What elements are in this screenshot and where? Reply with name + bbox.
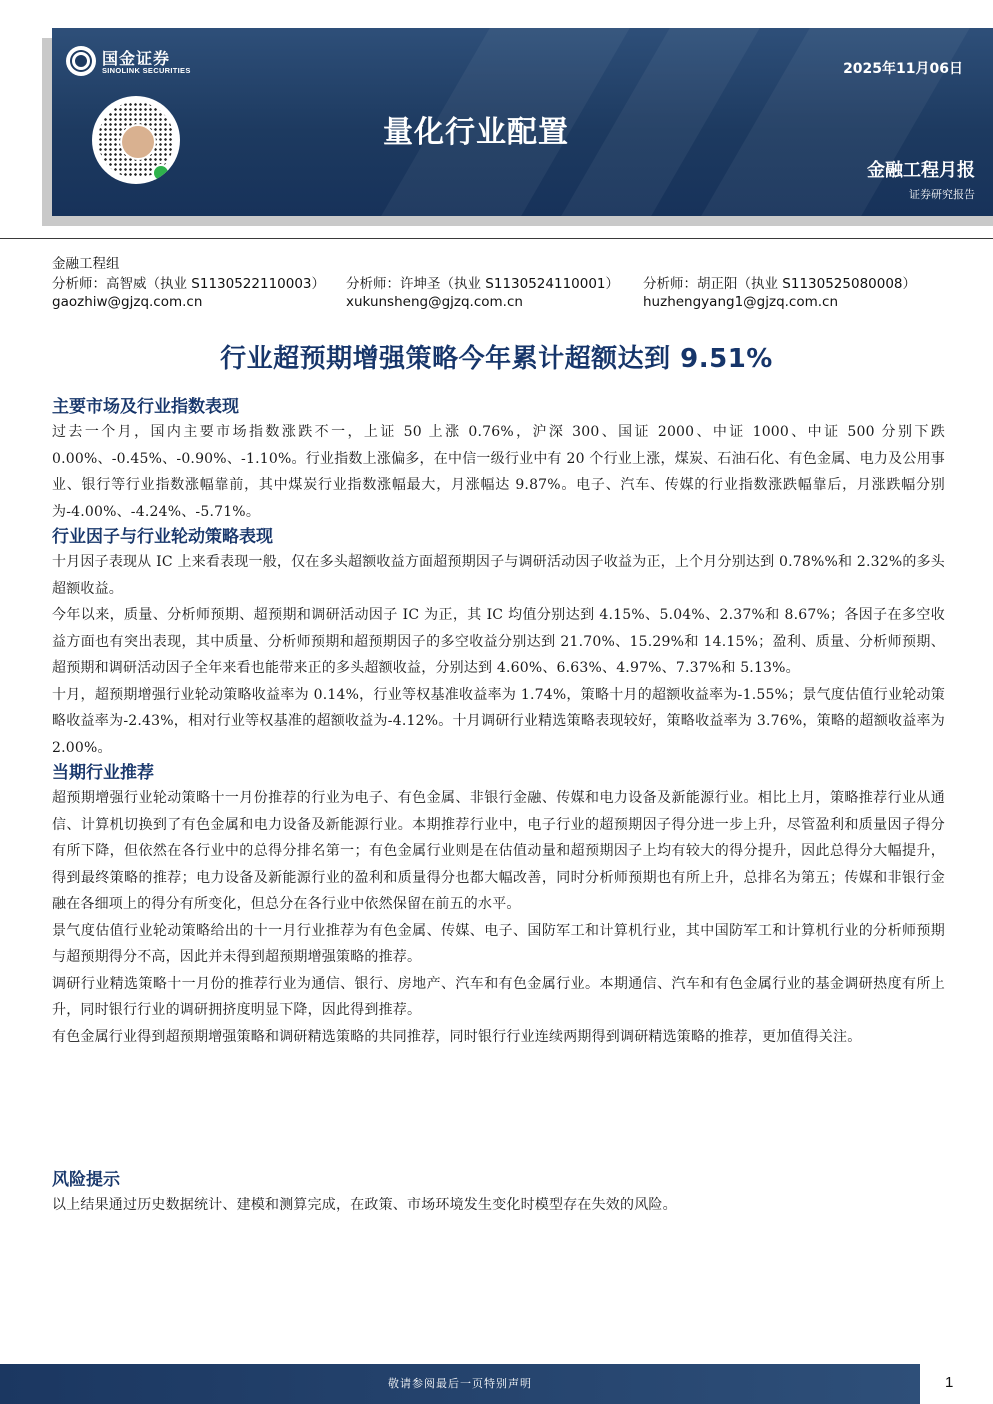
- report-category: 证券研究报告: [909, 188, 975, 201]
- paragraph: 今年以来，质量、分析师预期、超预期和调研活动因子 IC 为正，其 IC 均值分别达到 4.15%、5.04%、2.37%和 8.67%；各因子在多空收益方面也有突出表现，其中质量、分析师预期和超预期因子的多空收益分别达到 21.70%、15.29%和 14.15%；盈利、质量、分析师预期、超预期和调研活动因子全年来看也能带来正的多头超额收益，分别达到 4.60%、6.63%、4.97%、7.37%和 5.13%。: [52, 607, 945, 676]
- report-title: 量化行业配置: [383, 115, 569, 150]
- report-type: 金融工程月报: [867, 160, 975, 181]
- paragraph: 十月，超预期增强行业轮动策略收益率为 0.14%，行业等权基准收益率为 1.74%，策略十月的超额收益率为-1.55%；景气度估值行业轮动策略收益率为-2.43%，相对行业等权基准的超额收益为-4.12%。十月调研行业精选策略表现较好，策略收益率为 3.76%，策略的超额收益率为 2.00%。: [52, 686, 945, 756]
- mini-program-qr-code: [92, 96, 180, 184]
- paragraph: 有色金属行业得到超预期增强策略和调研精选策略的共同推荐，同时银行行业连续两期得到调研精选策略的推荐，更加值得关注。: [52, 1028, 862, 1045]
- qr-center-logo: [120, 124, 156, 160]
- risk-section: [52, 1168, 945, 1219]
- paragraph: 景气度估值行业轮动策略给出的十一月行业推荐为有色金属、传媒、电子、国防军工和计算机行业，其中国防军工和计算机行业的分析师预期与超预期得分不高，因此并未得到超预期增强策略的推荐。: [52, 922, 945, 965]
- company-logo: [66, 46, 206, 78]
- analyst-1: 分析师：高智威（执业 S1130522110003）: [52, 276, 326, 292]
- paragraph: 超预期增强行业轮动策略十一月份推荐的行业为电子、有色金属、非银行金融、传媒和电力设备及新能源行业。相比上月，策略推荐行业从通信、计算机切换到了有色金属和电力设备及新能源行业。本期推荐行业中，电子行业的超预期因子得分进一步上升，尽管盈利和质量因子得分有所下降，但依然在各行业中的总得分排名第一；有色金属行业则是在估值动量和超预期因子上均有较大的得分提升，因此总得分大幅提升，得到最终策略的推荐；电力设备及新能源行业的盈利和质量得分也都大幅改善，同时分析师预期也有所上升，总排名为第五；传媒和非银行金融在各细项上的得分有所变化，但总分在各行业中依然保留在前五的水平。: [52, 790, 945, 912]
- analyst-1-email[interactable]: gaozhiw@gjzq.com.cn: [52, 294, 203, 310]
- research-group: 金融工程组: [52, 256, 120, 272]
- paragraph: 过去一个月，国内主要市场指数涨跌不一，上证 50 上涨 0.76%，沪深 300、国证 2000、中证 1000、中证 500 分别下跌 0.00%、-0.45%、-0.90%、-1.10%。行业指数上涨偏多，在中信一级行业中有 20 个行业上涨，煤炭、石油石化、有色金属、电力及公用事业、银行等行业指数涨幅靠前，其中煤炭行业指数涨幅最大，月涨幅达 9.87%。电子、汽车、传媒的行业指数涨跌幅靠后，月涨跌幅分别为-4.00%、-4.24%、-5.71%。: [52, 424, 945, 520]
- logo-text-en: SINOLINK SECURITIES: [102, 66, 191, 75]
- footer-disclaimer: 敬请参阅最后一页特别声明: [388, 1377, 532, 1390]
- report-body: [52, 395, 945, 1050]
- risk-text: 以上结果通过历史数据统计、建模和测算完成，在政策、市场环境发生变化时模型存在失效的风险。: [52, 1197, 677, 1213]
- logo-text-cn: 国金证券: [102, 49, 171, 68]
- report-headline: 行业超预期增强策略今年累计超额达到 9.51%: [220, 344, 773, 374]
- paragraph: 十月因子表现从 IC 上来看表现一般，仅在多头超额收益方面超预期因子与调研活动因子收益为正，上个月分别达到 0.78%%和 2.32%的多头超额收益。: [52, 554, 945, 597]
- wechat-mini-program-icon: [152, 164, 170, 182]
- report-date: 2025年11月06日: [843, 61, 963, 77]
- analyst-3-email[interactable]: huzhengyang1@gjzq.com.cn: [643, 294, 839, 310]
- section-title-factors: 行业因子与行业轮动策略表现: [52, 527, 273, 547]
- analyst-2-email[interactable]: xukunsheng@gjzq.com.cn: [346, 294, 523, 310]
- section-title-recommendation: 当期行业推荐: [52, 763, 154, 783]
- analyst-2: 分析师：许坤圣（执业 S1130524110001）: [346, 276, 620, 292]
- section-title-risk: 风险提示: [52, 1170, 120, 1190]
- analyst-3: 分析师：胡正阳（执业 S1130525080008）: [643, 276, 917, 292]
- section-title-market: 主要市场及行业指数表现: [52, 397, 239, 417]
- logo-mark-icon: [66, 46, 96, 76]
- page-number: 1: [945, 1374, 954, 1391]
- header-divider: [0, 238, 993, 239]
- paragraph: 调研行业精选策略十一月份的推荐行业为通信、银行、房地产、汽车和有色金属行业。本期通信、汽车和有色金属行业的基金调研热度有所上升，同时银行行业的调研拥挤度明显下降，因此得到推荐。: [52, 975, 945, 1018]
